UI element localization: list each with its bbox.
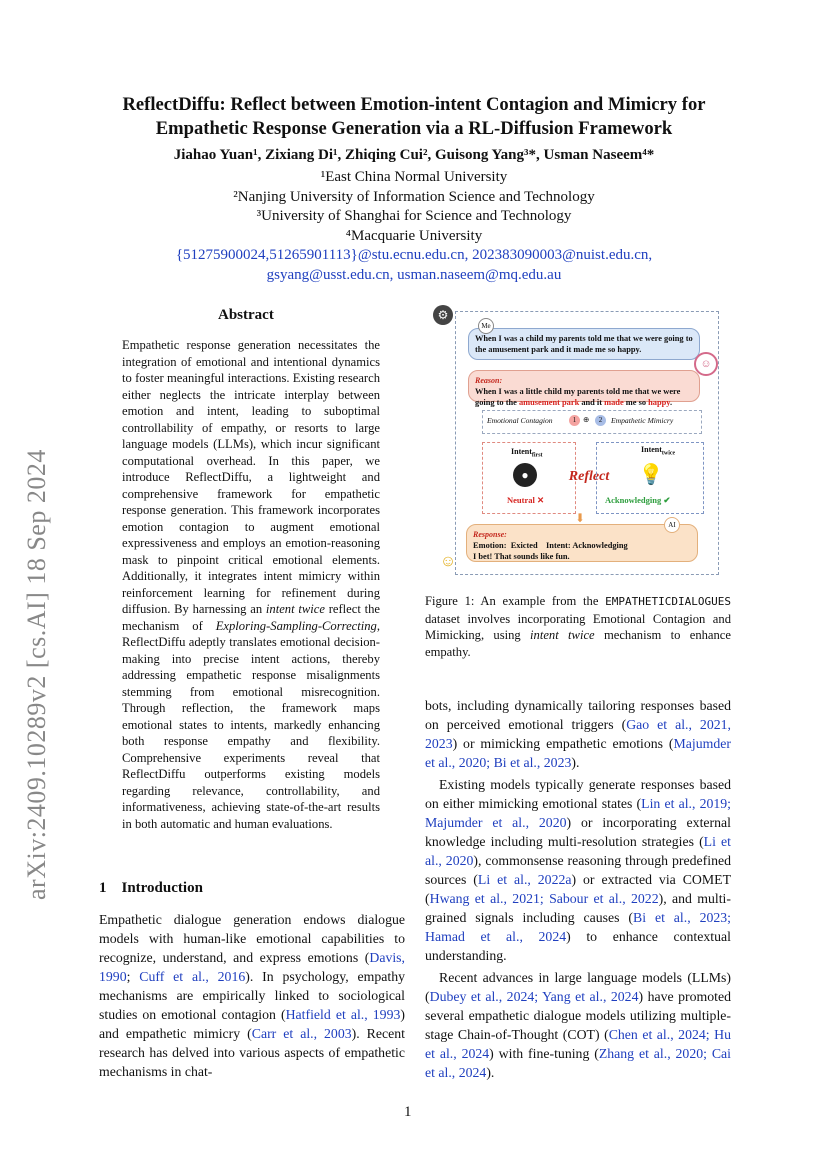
response-bubble xyxy=(466,524,698,562)
intent-first-label: Intent$_{first}$ xyxy=(511,447,543,459)
affiliation-1: ¹East China Normal University xyxy=(320,169,508,185)
lightbulb-icon: 💡 xyxy=(638,463,664,486)
reason-bubble: Reason: When I was a little child my parents told me that we were going to the amusement park and it made me so happy. xyxy=(468,370,700,402)
email-line-2[interactable]: gsyang@usst.edu.cn, usman.naseem@mq.edu.au xyxy=(266,267,562,283)
authors: Jiahao Yuan¹, Zixiang Di¹, Zhiqing Cui², Guisong Yang³*, Usman Naseem⁴* xyxy=(173,147,655,163)
section-heading-introduction: 1 Introduction xyxy=(99,880,203,896)
plus-icon: ⊕ xyxy=(583,415,590,424)
empathetic-mimicry-label: Empathetic Mimicry xyxy=(611,416,674,425)
citation[interactable]: Carr et al., 2003 xyxy=(251,1026,352,1041)
acknowledging-label: Acknowledging ✔ xyxy=(605,495,671,505)
affiliation-2: ²Nanjing University of Information Science and Technology xyxy=(233,189,595,205)
intro-paragraphs-right: bots, including dynamically tailoring responses based on perceived emotional triggers (Gao et al., 2021, 2023) or mimicking empathetic emotions (Majumder et al., 2020; Bi et al., 2023). Existing models typically generate responses based on either mimicking emotional states (Lin et al., 2019; Majumder et al., 2020) or incorporating external knowledge including multi-resolution strategies (Li et al., 2020), commonsense reasoning through predefined sources (Li et al., 2022a) or extracted via COMET (Hwang et al., 2021; Sabour et al., 2022), and multi-grained signals including causes (Bi et al., 2023; Hamad et al., 2024) to enhance contextual understanding. Recent advances in large language models (LLMs) (Dubey et al., 2024; Yang et al., 2024) have promoted several empathetic dialogue models utilizing multiple-stage Chain-of-Thought (COT) (Chen et al., 2024; Hu et al., 2024) with fine-tuning (Zhang et al., 2020; Cai et al., 2024). xyxy=(425,698,732,1080)
affiliation-3: ³University of Shanghai for Science and Technology xyxy=(256,208,572,224)
citation[interactable]: Chen et al., 2024; Hu et al., 2024 xyxy=(425,1027,731,1061)
response-emotion-intent: Emotion: Exicted Intent: Acknowledging xyxy=(473,541,628,550)
badge-2: 2 xyxy=(595,415,606,426)
citation[interactable]: Gao et al., 2021, 2023 xyxy=(425,717,731,751)
paper-title xyxy=(60,93,768,141)
robot-avatar-icon: ⚙ xyxy=(433,305,453,325)
citation[interactable]: Cuff et al., 2016 xyxy=(139,969,246,984)
citation[interactable]: Zhang et al., 2020; Cai et al., 2024 xyxy=(425,1046,731,1080)
intent-twice-zone xyxy=(596,442,704,514)
citation[interactable]: Hatfield et al., 1993 xyxy=(285,1007,401,1022)
badge-1: 1 xyxy=(569,415,580,426)
response-label: Response: xyxy=(473,530,507,539)
citation[interactable]: Bi et al., 2023; Hamad et al., 2024 xyxy=(425,910,731,944)
citation[interactable]: Davis, 1990 xyxy=(99,950,405,984)
citation[interactable]: Li et al., 2022a xyxy=(477,872,572,887)
citation[interactable]: Majumder et al., 2020; Bi et al., 2023 xyxy=(425,736,731,770)
abstract-body: Empathetic response generation necessitates the integration of emotional and intentional dynamics to foster meaningful interactions. Existing research either neglects the intricate interplay between emotion and intent, leading to suboptimal controllability of empathy, or resorts to large language models (LLMs), which incur significant computational overhead. In this paper, we introduce ReflectDiffu, a lightweight and comprehensive framework for empathetic response generation. This framework incorporates emotion contagion to augment emotional expressiveness and employs an emotion-reasoning mask to pinpoint critical emotional elements. Additionally, it integrates intent mimicry within reinforcement learning for refinement during diffusion. By harnessing an intent twice reflect the mechanism of Exploring-Sampling-Correcting, ReflectDiffu adeptly translates emotional decision-making into precise intent actions, thereby addressing empathetic response misalignments stemming from emotional misrecognition. Through reflection, the framework maps emotional states to intents, markedly enhancing both response empathy and flexibility. Comprehensive experiments reveal that ReflectDiffu outperforms existing models regarding relevance, controllability, and informativeness, achieving state-of-the-art results in both automatic and human evaluations. xyxy=(122,338,381,831)
response-text: I bet! That sounds like fun. xyxy=(473,552,570,561)
arxiv-identifier[interactable]: arXiv:2409.10289v2 [cs.AI] 18 Sep 2024 xyxy=(22,449,51,900)
ai-badge: AI xyxy=(664,517,680,533)
intent-first-zone xyxy=(482,442,576,514)
intro-paragraph-left: Empathetic dialogue generation endows dialogue models with human-like emotional capabilities to recognize, understand, and express emotions (Davis, 1990; Cuff et al., 2016). In psychology, empathy mechanisms are empirically linked to sociological studies on emotional contagion (Hatfield et al., 1993) and empathetic mimicry (Carr et al., 2003). Recent research has delved into various aspects of empathetic mechanisms in chat- xyxy=(99,912,406,1079)
page-number: 1 xyxy=(404,1104,412,1120)
figure-caption: Figure 1: An example from the EMPATHETICDIALOGUES dataset involves incorporating Emotional Contagion and Mimicking, using intent twice mechanism to enhance empathy. xyxy=(425,594,731,659)
emotional-contagion-label: Emotional Contagion xyxy=(487,416,553,425)
user-avatar-icon: ☺ xyxy=(694,352,718,376)
title-line-2: Empathetic Response Generation via a RL-Diffusion Framework xyxy=(155,118,673,139)
title-line-1: ReflectDiffu: Reflect between Emotion-intent Contagion and Mimicry for xyxy=(122,94,706,115)
contagion-mimicry-box xyxy=(482,410,702,434)
citation[interactable]: Hwang et al., 2021; Sabour et al., 2022 xyxy=(429,891,659,906)
abstract-heading: Abstract xyxy=(218,307,274,323)
intent-twice-label: Intent$_{twice}$ xyxy=(641,445,676,457)
email-line-1[interactable]: {51275900024,51265901113}@stu.ecnu.edu.cn, 202383090003@nuist.edu.cn, xyxy=(175,247,653,263)
emoji-character-icon: ☺ xyxy=(439,553,457,570)
citation[interactable]: Li et al., 2020 xyxy=(425,834,731,868)
down-arrow-icon: ⬇ xyxy=(574,510,586,525)
neutral-label: Neutral ✕ xyxy=(507,495,545,505)
reason-label: Reason: xyxy=(475,376,503,385)
figure-1 xyxy=(455,311,719,575)
reflect-label: Reflect xyxy=(568,469,610,484)
head-silhouette-icon: ● xyxy=(513,463,537,487)
citation[interactable]: Lin et al., 2019; Majumder et al., 2020 xyxy=(425,796,732,830)
me-badge: Me xyxy=(478,318,494,334)
user-utterance-bubble xyxy=(468,328,700,360)
affiliation-4: ⁴Macquarie University xyxy=(345,228,483,244)
citation[interactable]: Dubey et al., 2024; Yang et al., 2024 xyxy=(429,989,639,1004)
user-utterance-text: When I was a child my parents told me that we were going to the amusement park and it made me so happy. xyxy=(475,334,693,354)
